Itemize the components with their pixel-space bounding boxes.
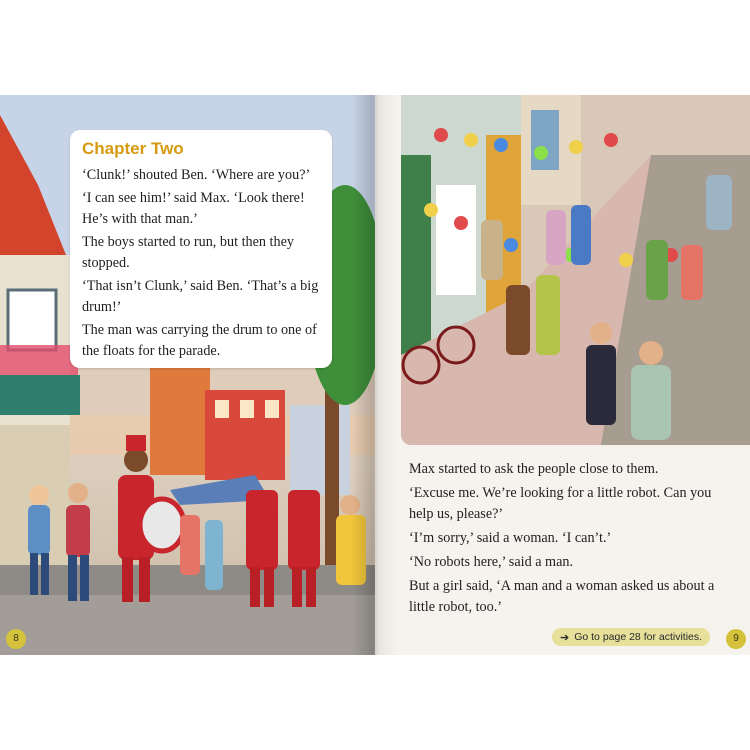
page-number-right: 9 [726, 629, 746, 649]
right-story-text [409, 459, 739, 621]
left-page [0, 95, 375, 655]
activities-link-label: Go to page 28 for activities. [574, 631, 703, 643]
story-paragraph: ‘That isn’t Clunk,’ said Ben. ‘That’s a big drum!’ [82, 278, 319, 315]
chapter-title: Chapter Two [82, 139, 184, 158]
right-page [375, 95, 750, 655]
story-paragraph: ‘No robots here,’ said a man. [409, 554, 574, 570]
story-paragraph: ‘Clunk!’ shouted Ben. ‘Where are you?’ [82, 167, 311, 183]
crowd-street-illustration [401, 95, 750, 445]
book-spread [0, 95, 750, 655]
story-paragraph: The man was carrying the drum to one of the floats for the parade. [82, 322, 317, 359]
page-number-left: 8 [6, 629, 26, 649]
story-paragraph: ‘I’m sorry,’ said a woman. ‘I can’t.’ [409, 530, 612, 546]
story-paragraph: But a girl said, ‘A man and a woman asked us about a little robot, too.’ [409, 578, 715, 615]
story-paragraph: ‘Excuse me. We’re looking for a little robot. Can you help us, please?’ [409, 485, 712, 522]
activities-link[interactable] [552, 628, 710, 646]
story-paragraph: Max started to ask the people close to them. [409, 461, 659, 477]
story-paragraph: ‘I can see him!’ said Max. ‘Look there! He’s with that man.’ [82, 190, 305, 227]
arrow-right-icon: ➔ [560, 631, 570, 644]
story-paragraph: The boys started to run, but then they stopped. [82, 234, 294, 271]
story-text-box [70, 130, 332, 368]
